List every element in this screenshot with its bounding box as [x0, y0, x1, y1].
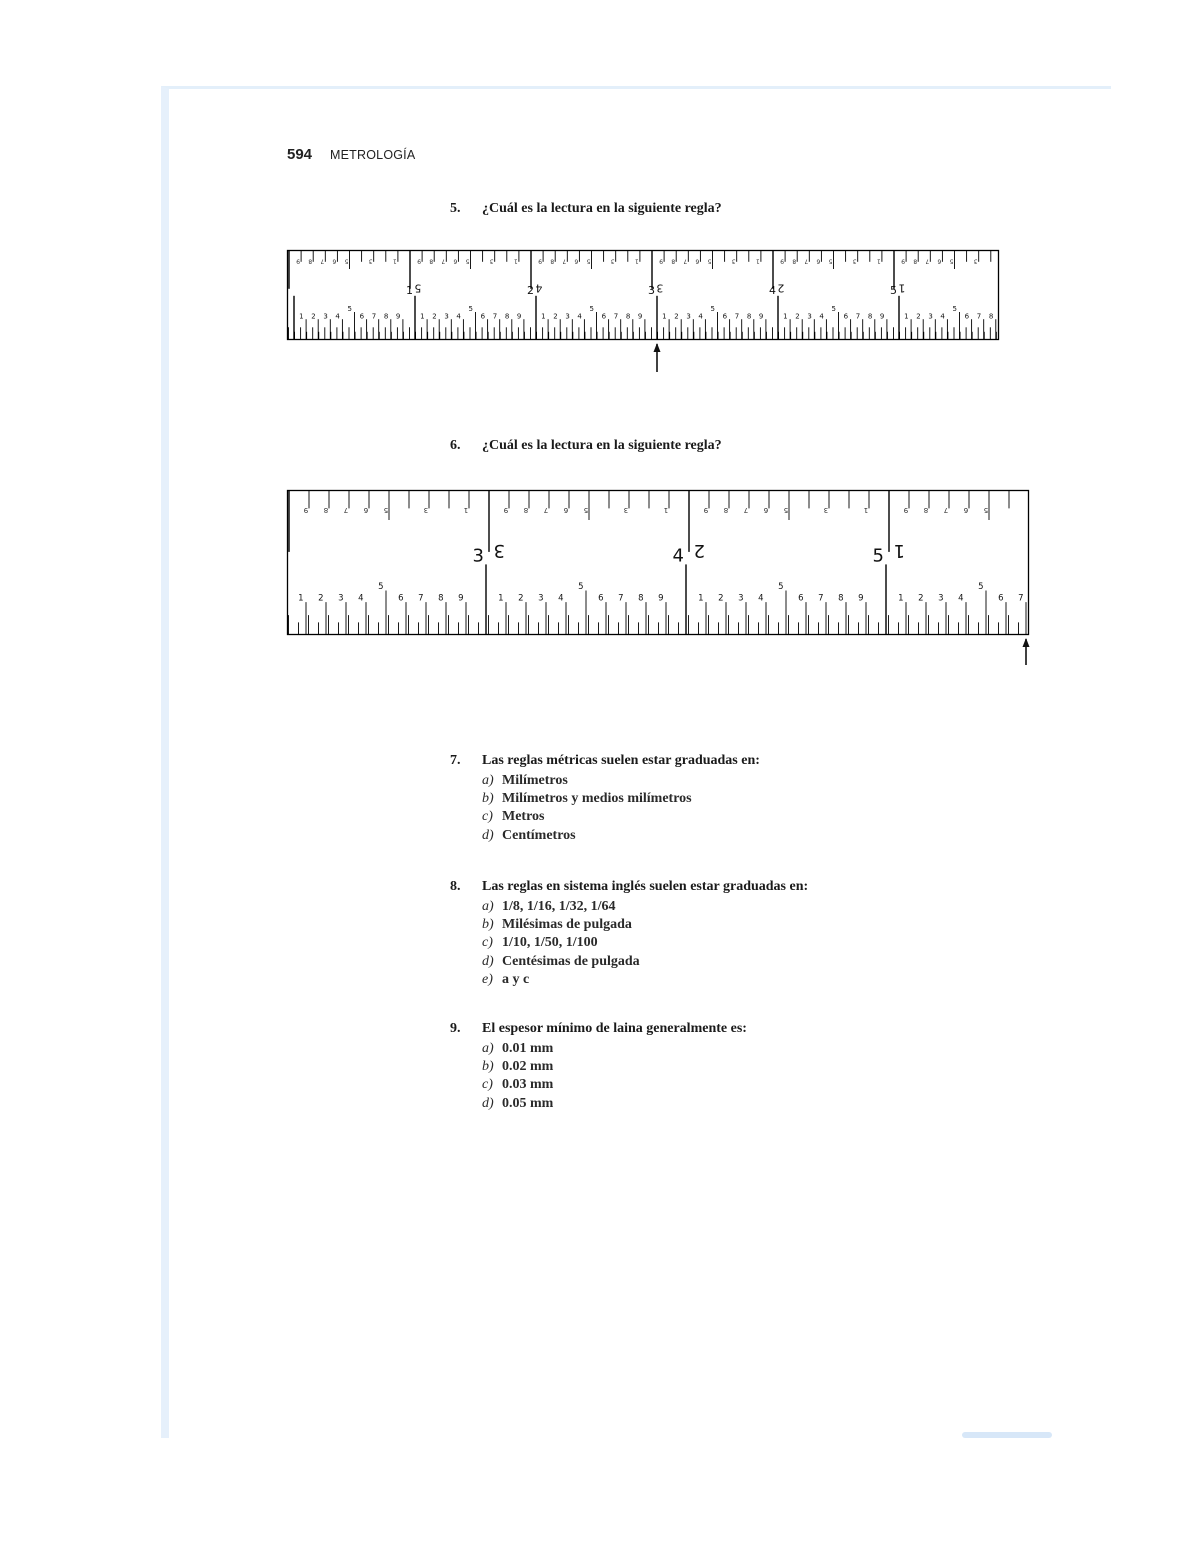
ruler-small-digit: 8 — [625, 312, 631, 321]
ruler-small-digit: 6 — [480, 312, 486, 321]
ruler-top-digit: 3 — [489, 257, 494, 265]
ruler-small-digit: 7 — [1018, 593, 1024, 604]
ruler-small-digit: 1 — [783, 312, 788, 321]
ruler-small-digit: 2 — [311, 312, 316, 321]
ruler-top-digit: 5 — [583, 506, 589, 516]
ruler-top-digit: 9 — [903, 506, 909, 516]
ruler-top-digit: 8 — [308, 257, 313, 265]
option-d — [482, 827, 760, 845]
option-b — [482, 916, 808, 934]
ruler-top-digit: 6 — [695, 257, 700, 265]
ruler-top-digit: 3 — [731, 257, 736, 265]
ruler-top-number: 5 — [414, 281, 422, 295]
ruler-bottom-number: 3 — [648, 284, 655, 297]
ruler-small-digit: 5 — [978, 582, 984, 593]
ruler-small-digit: 6 — [398, 593, 404, 604]
ruler-top-digit: 7 — [804, 257, 809, 265]
ruler-top-digit: 7 — [743, 506, 749, 516]
question-number: 9. — [450, 1021, 461, 1036]
option-letter: d) — [482, 1095, 494, 1111]
ruler-small-digit: 3 — [938, 593, 944, 604]
ruler-small-digit: 1 — [420, 312, 425, 321]
ruler-top-digit: 6 — [363, 506, 369, 516]
option-letter: c) — [482, 809, 493, 825]
ruler-top-digit: 6 — [763, 506, 769, 516]
ruler-small-digit: 9 — [516, 312, 522, 321]
ruler-small-digit: 7 — [976, 312, 982, 321]
option-text: 0.03 mm — [502, 1077, 554, 1093]
ruler-small-digit: 4 — [758, 593, 764, 604]
ruler-small-digit: 2 — [432, 312, 437, 321]
ruler-small-digit: 6 — [964, 312, 970, 321]
ruler-top-digit: 8 — [723, 506, 729, 516]
ruler-small-digit: 2 — [318, 593, 324, 604]
ruler-top-digit: 9 — [538, 257, 542, 265]
option-list — [482, 898, 808, 990]
ruler-top-number: 3 — [493, 540, 506, 562]
question-text: ¿Cuál es la lectura en la siguiente regla? — [482, 201, 722, 216]
ruler-small-digit: 3 — [928, 312, 933, 321]
ruler-top-digit: 5 — [383, 506, 389, 516]
option-text: Milésimas de pulgada — [502, 916, 632, 932]
ruler-small-digit: 4 — [358, 593, 364, 604]
ruler-small-digit: 9 — [858, 593, 864, 604]
option-list — [482, 1040, 747, 1114]
ruler-small-digit: 8 — [988, 312, 994, 321]
option-a — [482, 772, 760, 790]
option-d — [482, 953, 808, 971]
ruler-small-digit: 5 — [589, 305, 594, 314]
ruler-top-digit: 1 — [463, 506, 469, 516]
ruler-small-digit: 4 — [940, 312, 945, 321]
ruler-small-digit: 8 — [746, 312, 752, 321]
ruler-small-digit: 5 — [710, 305, 715, 314]
ruler-small-digit: 6 — [598, 593, 604, 604]
ruler-small-digit: 4 — [698, 312, 703, 321]
ruler-1 — [287, 250, 999, 375]
ruler-bottom-number: 5 — [890, 284, 897, 297]
ruler-top-digit: 1 — [877, 257, 881, 265]
ruler-top-digit: 9 — [659, 257, 663, 265]
ruler-top-digit: 9 — [417, 257, 421, 265]
option-text: 0.02 mm — [502, 1058, 554, 1074]
ruler-top-digit: 3 — [823, 506, 829, 516]
ruler-small-digit: 2 — [718, 593, 724, 604]
ruler-small-digit: 7 — [618, 593, 624, 604]
option-letter: b) — [482, 1058, 494, 1074]
ruler-top-number: 1 — [893, 540, 906, 562]
ruler-top-digit: 7 — [943, 506, 949, 516]
ruler-small-digit: 5 — [578, 582, 584, 593]
ruler-top-digit: 1 — [756, 257, 760, 265]
ruler-small-digit: 2 — [916, 312, 921, 321]
ruler-top-digit: 5 — [783, 506, 789, 516]
ruler-top-digit: 7 — [441, 257, 446, 265]
ruler-small-digit: 7 — [371, 312, 377, 321]
ruler-top-digit: 9 — [503, 506, 509, 516]
question-text: ¿Cuál es la lectura en la siguiente regla? — [482, 438, 722, 453]
ruler-small-digit: 8 — [504, 312, 510, 321]
ruler-top-digit: 7 — [683, 257, 688, 265]
ruler-top-digit: 9 — [901, 257, 905, 265]
ruler-top-digit: 3 — [852, 257, 857, 265]
ruler-top-digit: 6 — [453, 257, 458, 265]
ruler-top-digit: 7 — [925, 257, 930, 265]
option-text: Centímetros — [502, 827, 576, 843]
ruler-bottom-number: 3 — [472, 545, 484, 567]
ruler-small-digit: 2 — [918, 593, 924, 604]
ruler-top-digit: 8 — [671, 257, 676, 265]
ruler-small-digit: 7 — [418, 593, 424, 604]
ruler-top-digit: 7 — [543, 506, 549, 516]
ruler-top-digit: 8 — [792, 257, 797, 265]
ruler-small-digit: 1 — [498, 593, 504, 604]
question-number: 5. — [450, 201, 461, 216]
ruler-2 — [287, 490, 1029, 665]
ruler-small-digit: 2 — [795, 312, 800, 321]
ruler-small-digit: 7 — [855, 312, 861, 321]
option-a — [482, 898, 808, 916]
ruler-top-digit: 5 — [586, 257, 591, 265]
option-d — [482, 1095, 747, 1113]
option-c — [482, 934, 808, 952]
ruler-small-digit: 1 — [904, 312, 909, 321]
option-text: Milímetros y medios milímetros — [502, 790, 692, 806]
ruler-small-digit: 7 — [613, 312, 619, 321]
ruler-small-digit: 4 — [558, 593, 564, 604]
section-title: METROLOGÍA — [330, 148, 416, 162]
ruler-small-digit: 3 — [323, 312, 328, 321]
ruler-small-digit: 5 — [778, 582, 784, 593]
page-number: 594 — [287, 146, 313, 163]
option-letter: c) — [482, 1077, 493, 1093]
ruler-small-digit: 8 — [838, 593, 844, 604]
option-letter: a) — [482, 1040, 494, 1056]
ruler-top-number: 3 — [656, 281, 664, 295]
option-list — [482, 772, 760, 846]
ruler-small-digit: 9 — [458, 593, 464, 604]
reading-arrow-head — [654, 343, 661, 352]
question-6 — [450, 437, 722, 456]
corner-mark — [962, 1432, 1052, 1438]
ruler-bottom-number: 2 — [527, 284, 534, 297]
ruler-small-digit: 7 — [734, 312, 740, 321]
ruler-small-digit: 8 — [383, 312, 389, 321]
ruler-small-digit: 8 — [638, 593, 644, 604]
ruler-small-digit: 3 — [538, 593, 544, 604]
ruler-small-digit: 4 — [958, 593, 964, 604]
option-letter: b) — [482, 916, 494, 932]
ruler-small-digit: 5 — [468, 305, 473, 314]
ruler-small-digit: 9 — [395, 312, 401, 321]
question-text: Las reglas en sistema inglés suelen estar graduadas en: — [482, 879, 809, 894]
ruler-small-digit: 3 — [565, 312, 570, 321]
ruler-top-digit: 6 — [563, 506, 569, 516]
ruler-small-digit: 1 — [541, 312, 546, 321]
ruler-small-digit: 3 — [807, 312, 812, 321]
question-text: Las reglas métricas suelen estar graduadas en: — [482, 753, 760, 768]
option-letter: a) — [482, 772, 494, 788]
ruler-top-digit: 5 — [828, 257, 833, 265]
running-head — [287, 146, 415, 164]
ruler-top-digit: 5 — [983, 506, 989, 516]
ruler-top-digit: 6 — [574, 257, 579, 265]
question-text: El espesor mínimo de laina generalmente es: — [482, 1021, 747, 1036]
ruler-top-digit: 8 — [550, 257, 555, 265]
ruler-small-digit: 1 — [898, 593, 904, 604]
option-letter: b) — [482, 790, 494, 806]
option-letter: d) — [482, 953, 494, 969]
ruler-small-digit: 5 — [831, 305, 836, 314]
ruler-small-digit: 6 — [601, 312, 607, 321]
ruler-top-digit: 9 — [303, 506, 309, 516]
ruler-top-digit: 8 — [323, 506, 329, 516]
ruler-top-digit: 1 — [635, 257, 639, 265]
ruler-top-digit: 6 — [963, 506, 969, 516]
ruler-small-digit: 3 — [338, 593, 344, 604]
ruler-small-digit: 2 — [553, 312, 558, 321]
question-number: 7. — [450, 753, 461, 768]
ruler-small-digit: 9 — [658, 593, 664, 604]
ruler-small-digit: 5 — [347, 305, 352, 314]
ruler-top-digit: 3 — [623, 506, 629, 516]
option-letter: e) — [482, 972, 493, 988]
ruler-top-digit: 3 — [610, 257, 615, 265]
option-b — [482, 1058, 747, 1076]
ruler-top-digit: 5 — [949, 257, 954, 265]
ruler-top-digit: 8 — [923, 506, 929, 516]
ruler-small-digit: 9 — [879, 312, 885, 321]
ruler-top-digit: 9 — [703, 506, 709, 516]
option-text: Centésimas de pulgada — [502, 953, 640, 969]
ruler-top-digit: 3 — [973, 257, 978, 265]
ruler-small-digit: 3 — [686, 312, 691, 321]
ruler-top-digit: 7 — [320, 257, 325, 265]
ruler-top-number: 4 — [535, 281, 543, 295]
ruler-top-digit: 1 — [663, 506, 669, 516]
ruler-small-digit: 4 — [456, 312, 461, 321]
question-5 — [450, 200, 722, 219]
ruler-top-digit: 5 — [465, 257, 470, 265]
ruler-small-digit: 1 — [299, 312, 304, 321]
ruler-small-digit: 3 — [738, 593, 744, 604]
ruler-top-digit: 6 — [816, 257, 821, 265]
question-9 — [450, 1020, 747, 1113]
ruler-small-digit: 4 — [335, 312, 340, 321]
ruler-small-digit: 7 — [818, 593, 824, 604]
ruler-bottom-number: 4 — [672, 545, 684, 567]
ruler-top-number: 2 — [777, 281, 785, 295]
ruler-top-digit: 3 — [368, 257, 373, 265]
ruler-bottom-number: 4 — [769, 284, 776, 297]
ruler-small-digit: 8 — [438, 593, 444, 604]
ruler-small-digit: 9 — [758, 312, 764, 321]
ruler-top-digit: 7 — [562, 257, 567, 265]
option-text: a y c — [502, 972, 530, 988]
ruler-top-digit: 5 — [344, 257, 349, 265]
ruler-bottom-number: 5 — [872, 545, 884, 567]
ruler-top-digit: 9 — [780, 257, 784, 265]
option-text: Metros — [502, 809, 545, 825]
option-a — [482, 1040, 747, 1058]
ruler-top-digit: 6 — [332, 257, 337, 265]
ruler-small-digit: 4 — [577, 312, 582, 321]
option-e — [482, 971, 808, 989]
ruler-small-digit: 1 — [298, 593, 304, 604]
ruler-small-digit: 6 — [722, 312, 728, 321]
ruler-small-digit: 6 — [798, 593, 804, 604]
question-8 — [450, 878, 808, 990]
question-number: 8. — [450, 879, 461, 894]
ruler-top-digit: 5 — [707, 257, 712, 265]
ruler-small-digit: 4 — [819, 312, 824, 321]
question-7 — [450, 752, 760, 845]
option-letter: d) — [482, 827, 494, 843]
ruler-small-digit: 5 — [952, 305, 957, 314]
ruler-small-digit: 1 — [662, 312, 667, 321]
ruler-top-digit: 8 — [429, 257, 434, 265]
ruler-top-digit: 8 — [913, 257, 918, 265]
ruler-top-digit: 9 — [296, 257, 300, 265]
ruler-small-digit: 2 — [518, 593, 524, 604]
option-text: 1/10, 1/50, 1/100 — [502, 935, 598, 951]
ruler-body — [288, 491, 1029, 635]
option-text: Milímetros — [502, 772, 568, 788]
question-number: 6. — [450, 438, 461, 453]
ruler-small-digit: 8 — [867, 312, 873, 321]
ruler-small-digit: 6 — [998, 593, 1004, 604]
option-c — [482, 1076, 747, 1094]
ruler-top-digit: 1 — [393, 257, 397, 265]
ruler-small-digit: 6 — [359, 312, 365, 321]
ruler-small-digit: 2 — [674, 312, 679, 321]
option-letter: a) — [482, 898, 494, 914]
ruler-small-digit: 6 — [843, 312, 849, 321]
option-c — [482, 808, 760, 826]
ruler-top-digit: 6 — [937, 257, 942, 265]
ruler-top-number: 1 — [898, 281, 906, 295]
reading-arrow-head — [1023, 638, 1030, 647]
ruler-small-digit: 3 — [444, 312, 449, 321]
ruler-top-digit: 1 — [863, 506, 869, 516]
ruler-top-digit: 7 — [343, 506, 349, 516]
option-text: 0.01 mm — [502, 1040, 554, 1056]
ruler-top-digit: 8 — [523, 506, 529, 516]
ruler-small-digit: 5 — [378, 582, 384, 593]
ruler-bottom-number: 1 — [406, 284, 413, 297]
option-b — [482, 790, 760, 808]
ruler-small-digit: 7 — [492, 312, 498, 321]
ruler-top-number: 2 — [693, 540, 706, 562]
option-text: 0.05 mm — [502, 1095, 554, 1111]
ruler-small-digit: 1 — [698, 593, 704, 604]
ruler-top-digit: 1 — [514, 257, 518, 265]
ruler-small-digit: 9 — [637, 312, 643, 321]
option-text: 1/8, 1/16, 1/32, 1/64 — [502, 898, 616, 914]
ruler-top-digit: 3 — [423, 506, 429, 516]
option-letter: c) — [482, 935, 493, 951]
